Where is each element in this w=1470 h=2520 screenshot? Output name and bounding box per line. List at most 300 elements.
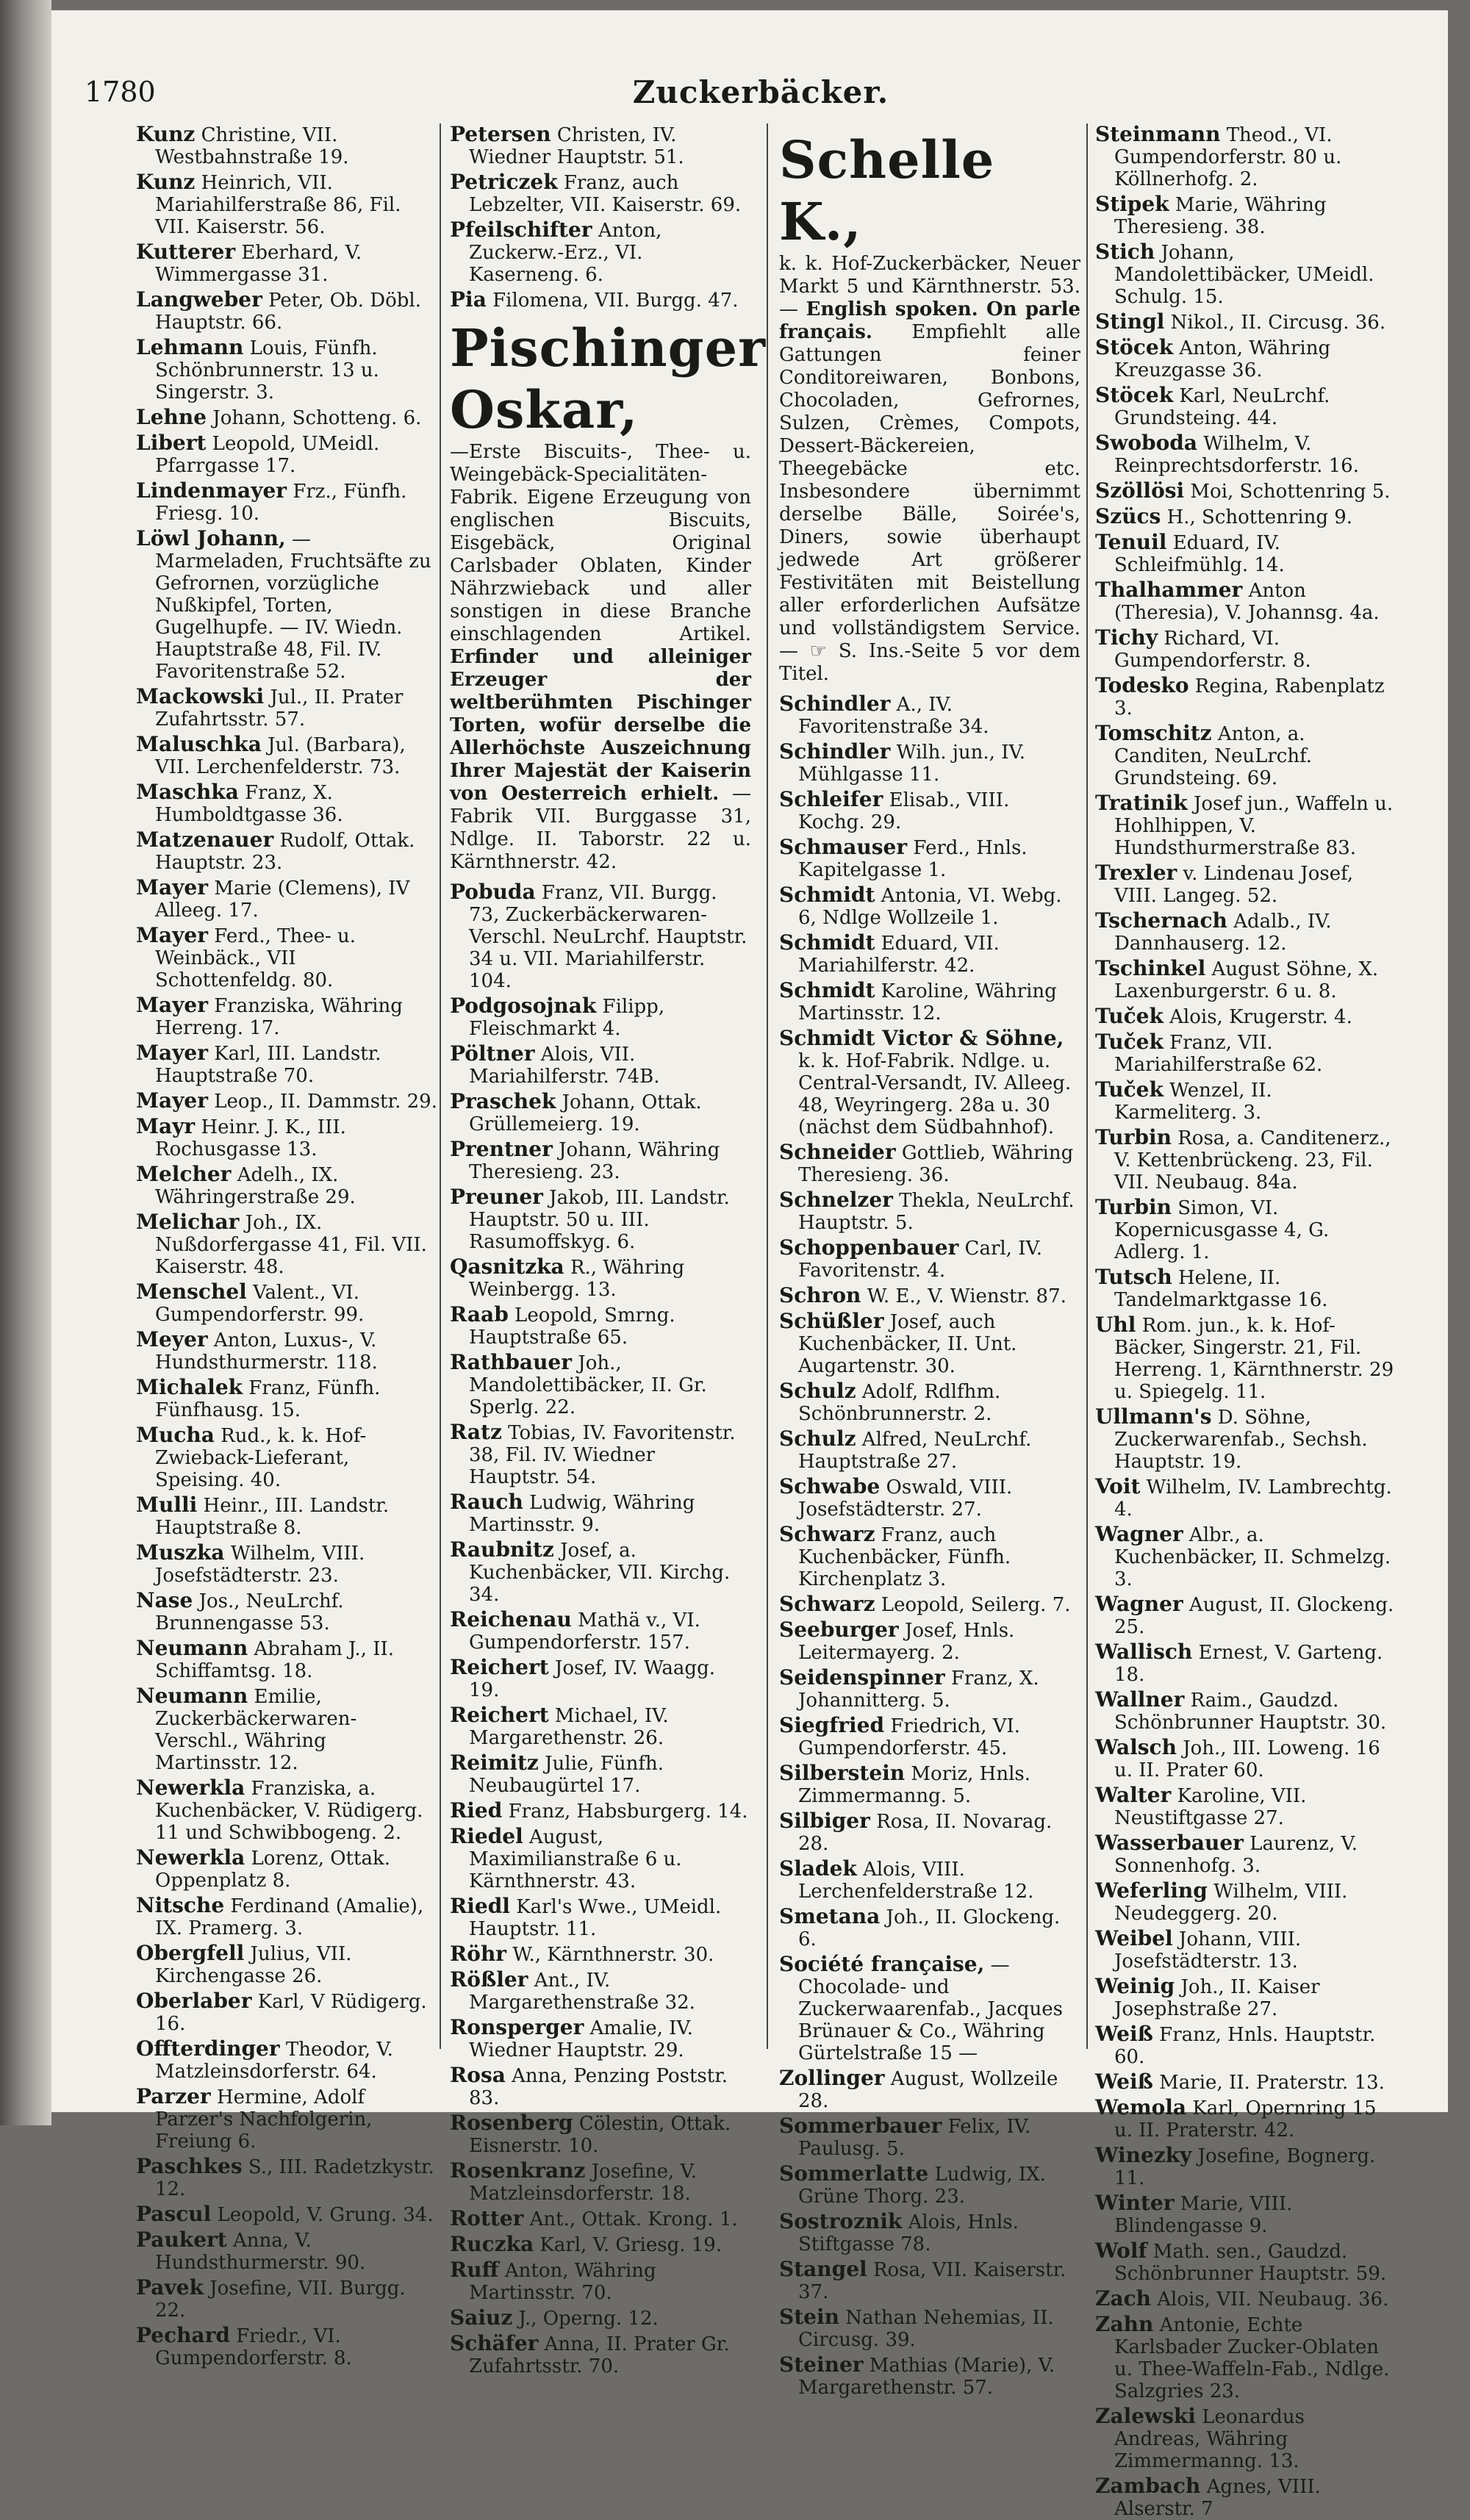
entry-details: Leopold, Seilerg. 7. — [881, 1594, 1071, 1616]
column-3 — [779, 123, 1081, 2399]
directory-entry — [450, 1704, 751, 1749]
directory-entry — [136, 2277, 437, 2322]
entry-details: Johann, Mandolettibäcker, UMeidl. Schulg. 15. — [1114, 242, 1374, 308]
directory-entry — [450, 289, 751, 312]
directory-entry — [450, 1800, 751, 1823]
entry-details: k. k. Hof-Fabrik. Ndlge. u. Central-Versandt, IV. Alleeg. 48, Weyringerg. 28a u. 30 (nächst dem Südbahnhof). — [798, 1050, 1072, 1138]
entry-name: Szöllösi — [1095, 478, 1185, 503]
entry-name: Schindler — [779, 692, 891, 716]
entry-name: Steiner — [779, 2352, 864, 2377]
directory-entry — [136, 1637, 437, 1682]
directory-entry — [779, 2163, 1080, 2208]
entry-details: Karl, V Rüdigerg. 16. — [155, 1991, 427, 2035]
entry-name: Winter — [1095, 2191, 1175, 2215]
entry-name: Newerkla — [136, 1776, 245, 1800]
directory-entry — [1095, 1196, 1396, 1263]
entry-details: Franz, VII. Mariahilferstraße 62. — [1114, 1032, 1323, 1076]
entry-details: Lorenz, Ottak. Oppenplatz 8. — [155, 1848, 390, 1892]
directory-entry — [779, 2211, 1080, 2255]
directory-entry — [450, 219, 751, 286]
featured-entry-highlight: Erfinder und alleiniger Erzeuger der weltberühmten Pischinger Torten, wofür derselbe die Allerhöchste Auszeichnung Ihrer Majestät der Kaiserin von Oesterreich erhielt. — [450, 646, 751, 805]
entry-details: Franz, Habsburgerg. 14. — [508, 1801, 748, 1823]
entry-name: Kunz — [136, 122, 196, 146]
entry-name: Neumann — [136, 1636, 248, 1660]
directory-entry — [450, 1656, 751, 1701]
entry-name: Tenuil — [1095, 530, 1167, 554]
entry-details: Albr., a. Kuchenbäcker, II. Schmelzg. 3. — [1114, 1524, 1391, 1590]
entry-name: Weiß — [1095, 2022, 1153, 2046]
directory-entry — [136, 686, 437, 730]
directory-entry — [136, 781, 437, 826]
page-header — [85, 70, 1437, 114]
directory-entry — [450, 2307, 751, 2330]
directory-entry — [1095, 579, 1396, 624]
entry-details: A., IV. Favoritenstraße 34. — [798, 694, 989, 738]
directory-entry — [450, 1421, 751, 1488]
entry-name: Voit — [1095, 1474, 1141, 1498]
entry-details: Alois, VII. Mariahilferstr. 74B. — [469, 1044, 660, 1088]
entry-details: Theod., VI. Gumpendorferstr. 80 u. Köllnerhofg. 2. — [1114, 124, 1342, 190]
entry-details: Thekla, NeuLrchf. Hauptstr. 5. — [798, 1190, 1075, 1234]
entry-name: Wasserbauer — [1095, 1831, 1244, 1855]
directory-entry — [1095, 627, 1396, 672]
entry-name: Parzer — [136, 2084, 211, 2108]
entry-details: Marie (Clemens), IV Alleeg. 17. — [155, 877, 410, 922]
entry-name: Tichy — [1095, 625, 1158, 650]
entry-details: Franz, auch Kuchenbäcker, Fünfh. Kirchenplatz 3. — [798, 1524, 1011, 1590]
directory-entry — [450, 1351, 751, 1418]
directory-entry — [779, 1237, 1080, 1282]
directory-entry — [450, 123, 751, 168]
directory-entry — [1095, 1314, 1396, 1403]
entry-name: Rauch — [450, 1490, 523, 1514]
entry-details: Wilhelm, V. Reinprechtsdorferstr. 16. — [1114, 433, 1359, 477]
entry-name: Schnelzer — [779, 1188, 893, 1212]
directory-entry — [136, 1590, 437, 1634]
directory-entry — [1095, 531, 1396, 576]
entry-name: Schüßler — [779, 1309, 884, 1333]
entry-name: Trexler — [1095, 861, 1177, 885]
entry-details: —Marmeladen, Fruchtsäfte zu Gefrornen, vorzügliche Nußkipfel, Torten, Gugelhupfe. — IV. Wiedn. Hauptstraße 48, Fil. IV. Favoritenstraße 52. — [155, 528, 431, 683]
entry-name: Kunz — [136, 170, 196, 194]
entry-details: August, II. Glockeng. 25. — [1114, 1594, 1394, 1638]
entry-name: Steinmann — [1095, 122, 1221, 146]
directory-entry — [1095, 910, 1396, 955]
entry-details: Abraham J., II. Schiffamtsg. 18. — [155, 1638, 395, 1682]
entry-details: Josef, Hnls. Leitermayerg. 2. — [798, 1620, 1015, 1664]
entry-details: J., Operng. 12. — [518, 2308, 659, 2330]
directory-entry — [136, 877, 437, 922]
entry-details: Regina, Rabenplatz 3. — [1114, 675, 1385, 719]
entry-details: Jul. (Barbara), VII. Lerchenfelderstr. 73. — [155, 734, 406, 778]
entry-name: Uhl — [1095, 1313, 1136, 1337]
entry-details: Franziska, Währing Herreng. 17. — [155, 995, 403, 1039]
entry-details: Heinr. J. K., III. Rochusgasse 13. — [155, 1116, 346, 1160]
entry-name: Schmauser — [779, 835, 908, 859]
directory-entry — [450, 2112, 751, 2157]
entry-name: Tomschitz — [1095, 721, 1212, 745]
directory-entry — [450, 1826, 751, 1892]
directory-entry — [450, 881, 751, 992]
entry-details: Moriz, Hnls. Zimmermanng. 5. — [798, 1763, 1031, 1807]
directory-entry — [136, 1090, 437, 1113]
directory-entry — [1095, 1784, 1396, 1829]
directory-entry — [1095, 1266, 1396, 1311]
featured-entry — [779, 129, 1080, 686]
directory-entry — [136, 1777, 437, 1844]
entry-details: Franz, Fünfh. Fünfhausg. 15. — [155, 1377, 381, 1421]
entry-details: Friedr., VI. Gumpendorferstr. 8. — [155, 2325, 352, 2369]
entry-name: Menschel — [136, 1279, 247, 1304]
entry-details: Julius, VII. Kirchengasse 26. — [155, 1943, 352, 1987]
entry-name: Nitsche — [136, 1893, 225, 1917]
entry-name: Tratinik — [1095, 791, 1188, 815]
entry-details: Johann, Schotteng. 6. — [212, 407, 422, 429]
directory-entry — [450, 1256, 751, 1301]
entry-name: Saiuz — [450, 2305, 513, 2330]
entry-name: Wallisch — [1095, 1640, 1193, 1664]
entry-name: Nase — [136, 1588, 193, 1612]
entry-details: Leopold, Smrng. Hauptstraße 65. — [469, 1304, 675, 1349]
entry-details: Mathias (Marie), V. Margarethenstr. 57. — [798, 2355, 1055, 2399]
directory-entry — [136, 994, 437, 1039]
entry-name: Pascul — [136, 2202, 212, 2226]
directory-entry — [779, 1810, 1080, 1855]
entry-details: Leop., II. Dammstr. 29. — [214, 1091, 437, 1113]
entry-name: Todesko — [1095, 673, 1189, 697]
entry-name: Riedel — [450, 1824, 523, 1848]
entry-details: Filipp, Fleischmarkt 4. — [469, 996, 665, 1040]
directory-entry — [450, 1091, 751, 1135]
directory-entry — [450, 2064, 751, 2109]
entry-name: Obergfell — [136, 1941, 245, 1965]
entry-details: Joh., IX. Nußdorfergasse 41, Fil. VII. Kaiserstr. 48. — [155, 1212, 427, 1278]
entry-details: Frz., Fünfh. Friesg. 10. — [155, 481, 407, 525]
entry-name: Lindenmayer — [136, 478, 287, 503]
column-1 — [136, 122, 437, 2369]
entry-name: Libert — [136, 431, 207, 455]
entry-name: Mayer — [136, 1088, 208, 1113]
entry-name: Stipek — [1095, 192, 1169, 216]
directory-entry — [136, 171, 437, 238]
entry-name: Siegfried — [779, 1713, 885, 1737]
directory-entry — [779, 1619, 1080, 1664]
entry-name: Preuner — [450, 1185, 543, 1209]
directory-entry — [450, 2233, 751, 2256]
entry-name: Raubnitz — [450, 1537, 554, 1562]
entry-details: Mathä v., VI. Gumpendorferstr. 157. — [469, 1609, 700, 1654]
entry-name: Ronsperger — [450, 2015, 584, 2039]
directory-entry — [1095, 1523, 1396, 1590]
entry-details: Franz, Hnls. Hauptstr. 60. — [1114, 2024, 1376, 2068]
featured-entry-highlight: English spoken. On parle français. — [779, 298, 1081, 343]
directory-entry — [779, 932, 1080, 977]
directory-entry — [136, 1211, 437, 1278]
entry-name: Zambach — [1095, 2474, 1201, 2498]
entry-name: Silberstein — [779, 1761, 906, 1785]
directory-entry — [1095, 958, 1396, 1002]
entry-details: Julie, Fünfh. Neubaugürtel 17. — [469, 1753, 664, 1797]
entry-name: Röhr — [450, 1942, 507, 1966]
directory-entry — [1095, 2288, 1396, 2311]
entry-name: Schwarz — [779, 1522, 875, 1546]
featured-entry-name: Schelle K., — [779, 129, 995, 252]
directory-entry — [1095, 1737, 1396, 1781]
directory-entry — [1095, 1975, 1396, 2020]
directory-entry — [136, 1542, 437, 1587]
entry-name: Schwarz — [779, 1592, 875, 1616]
directory-entry — [1095, 337, 1396, 381]
directory-entry — [1095, 722, 1396, 789]
entry-details: Ludwig, IX. Grüne Thorg. 23. — [798, 2164, 1046, 2208]
entry-details: Ernest, V. Garteng. 18. — [1114, 1642, 1383, 1686]
entry-name: Turbin — [1095, 1125, 1172, 1149]
entry-details: Agnes, VIII. Alserstr. 7 — [1114, 2476, 1321, 2520]
entry-name: Tuček — [1095, 1004, 1164, 1028]
entry-name: Maluschka — [136, 732, 262, 756]
entry-name: Schoppenbauer — [779, 1235, 959, 1260]
entry-details: Wenzel, II. Karmeliterg. 3. — [1114, 1080, 1272, 1124]
entry-name: Pöltner — [450, 1041, 535, 1066]
entry-details: Josefine, V. Matzleinsdorferstr. 18. — [469, 2161, 698, 2205]
entry-name: Stingl — [1095, 309, 1165, 334]
entry-name: Walsch — [1095, 1735, 1177, 1759]
entry-details: Karl, NeuLrchf. Grundsteing. 44. — [1114, 385, 1330, 429]
directory-entry — [136, 1329, 437, 1374]
directory-entry — [779, 1428, 1080, 1473]
entry-details: Peter, Ob. Döbl. Hauptstr. 66. — [155, 290, 421, 334]
entry-details: Leonardus Andreas, Währing Zimmermanng. 13. — [1114, 2406, 1305, 2472]
entry-details: Christine, VII. Westbahnstraße 19. — [155, 124, 349, 168]
entry-name: Meyer — [136, 1327, 208, 1351]
directory-entry — [779, 980, 1080, 1024]
entry-details: Friedrich, VI. Gumpendorferstr. 45. — [798, 1715, 1021, 1759]
entry-name: Zalewski — [1095, 2404, 1196, 2428]
entry-details: Simon, VI. Kopernicusgasse 4, G. Adlerg. 1. — [1114, 1197, 1330, 1263]
entry-name: Melichar — [136, 1210, 240, 1234]
entry-name: Szücs — [1095, 504, 1161, 528]
entry-details: Eberhard, V. Wimmergasse 31. — [155, 242, 362, 286]
entry-details: Adalb., IV. Dannhauserg. 12. — [1114, 911, 1332, 955]
entry-details: Hermine, Adolf Parzer's Nachfolgerin, Freiung 6. — [155, 2086, 373, 2153]
entry-name: Oberlaber — [136, 1989, 252, 2013]
entry-details: Heinrich, VII. Mariahilferstraße 86, Fil. VII. Kaiserstr. 56. — [155, 172, 401, 238]
entry-details: Karl, Opernring 15 u. II. Praterstr. 42. — [1114, 2097, 1377, 2142]
entry-name: Sostroznik — [779, 2209, 903, 2233]
entry-details: Joh., II. Glockeng. 6. — [798, 1906, 1061, 1950]
featured-entry-body — [779, 253, 1080, 686]
entry-name: Zahn — [1095, 2312, 1154, 2336]
page-title: Zuckerbäcker. — [632, 74, 889, 110]
directory-entry — [779, 1858, 1080, 1903]
featured-entry-tail: — Fabrik VII. Burggasse 31, Ndlge. II. Taborstr. 22 u. Kärnthnerstr. 42. — [450, 783, 752, 873]
entry-details: Wilh. jun., IV. Mühlgasse 11. — [798, 742, 1025, 786]
entry-details: Nathan Nehemias, II. Circusg. 39. — [798, 2307, 1054, 2351]
directory-entry — [450, 2017, 751, 2061]
entry-name: Schmidt Victor & Söhne, — [779, 1026, 1064, 1050]
entry-details: Johann, Währing Theresieng. 23. — [469, 1139, 720, 1183]
directory-entry — [136, 1494, 437, 1539]
entry-name: Sommerlatte — [779, 2161, 929, 2186]
entry-name: Tschinkel — [1095, 956, 1206, 980]
entry-details: Anton, Währing Martinsstr. 70. — [469, 2260, 656, 2304]
entry-details: Richard, VI. Gumpendorferstr. 8. — [1114, 628, 1311, 672]
column-divider — [440, 123, 441, 2049]
entry-details: Alois, Krugerstr. 4. — [1169, 1006, 1352, 1028]
entry-name: Langweber — [136, 287, 262, 312]
entry-name: Mucha — [136, 1423, 215, 1447]
directory-entry — [136, 2155, 437, 2200]
directory-entry — [1095, 311, 1396, 334]
entry-name: Pechard — [136, 2323, 230, 2347]
entry-name: Tuček — [1095, 1077, 1164, 1102]
directory-entry — [1095, 241, 1396, 308]
entry-details: Anna, V. Hundsthurmerstr. 90. — [155, 2230, 366, 2274]
entry-name: Pia — [450, 287, 487, 312]
entry-name: Kutterer — [136, 240, 236, 264]
directory-entry — [450, 1304, 751, 1349]
entry-details: Anna, Penzing Poststr. 83. — [469, 2065, 728, 2109]
entry-details: Antonie, Echte Karlsbader Zucker-Oblaten u. Thee-Waffeln-Fab., Ndlge. Salzgries 23. — [1114, 2314, 1390, 2402]
directory-entry — [1095, 1005, 1396, 1028]
directory-entry — [1095, 862, 1396, 907]
entry-name: Stich — [1095, 240, 1155, 264]
directory-entry — [1095, 1880, 1396, 1925]
entry-details: —Chocolade- und Zuckerwaarenfab., Jacques Brünauer & Co., Währing Gürtelstraße 15 — — [798, 1954, 1063, 2064]
entry-details: Marie, II. Praterstr. 13. — [1159, 2072, 1385, 2094]
entry-name: Sladek — [779, 1856, 857, 1881]
entry-details: Ferdinand (Amalie), IX. Pramerg. 3. — [155, 1895, 424, 1939]
entry-name: Schmidt — [779, 978, 875, 1002]
entry-name: Mackowski — [136, 684, 265, 708]
entry-details: Joh., III. Loweng. 16 u. II. Prater 60. — [1114, 1737, 1380, 1781]
entry-details: Wilhelm, VIII. Neudeggerg. 20. — [1114, 1881, 1348, 1925]
entry-name: Zach — [1095, 2286, 1151, 2311]
directory-entry — [1095, 2475, 1396, 2520]
entry-name: Swoboda — [1095, 431, 1197, 455]
entry-name: Paukert — [136, 2228, 227, 2252]
directory-entry — [450, 1895, 751, 1940]
directory-entry — [136, 406, 437, 429]
entry-details: Marie, Währing Theresieng. 38. — [1114, 194, 1327, 238]
directory-entry — [450, 1752, 751, 1797]
featured-entry-text: k. k. Hof-Zuckerbäcker, Neuer Markt 5 und Kärnthnerstr. 53. — — [779, 253, 1080, 320]
directory-entry — [450, 1186, 751, 1253]
entry-name: Weinig — [1095, 1974, 1175, 1998]
entry-details: Anna, II. Prater Gr. Zufahrtsstr. 70. — [469, 2333, 730, 2377]
entry-name: Ullmann's — [1095, 1404, 1212, 1429]
directory-entry — [779, 836, 1080, 881]
entry-name: Schäfer — [450, 2331, 539, 2355]
directory-entry — [450, 1609, 751, 1654]
entry-details: Karoline, Währing Martinsstr. 12. — [798, 980, 1057, 1024]
entry-details: Nikol., II. Circusg. 36. — [1170, 312, 1386, 334]
directory-entry — [136, 1281, 437, 1326]
directory-entry — [779, 693, 1080, 738]
entry-name: Schneider — [779, 1140, 896, 1164]
directory-entry — [136, 2229, 437, 2274]
entry-details: D. Söhne, Zuckerwarenfab., Sechsh. Hauptstr. 19. — [1114, 1407, 1368, 1473]
entry-name: Praschek — [450, 1089, 556, 1113]
entry-name: Löwl Johann, — [136, 526, 286, 550]
entry-name: Wolf — [1095, 2239, 1147, 2263]
entry-details: Wilhelm, VIII. Josefstädterstr. 23. — [155, 1543, 365, 1587]
entry-name: Petriczek — [450, 170, 558, 194]
entry-details: August, Wollzeile 28. — [798, 2068, 1058, 2112]
entry-details: Eduard, IV. Schleifmühlg. 14. — [1114, 532, 1285, 576]
entry-details: Karl, III. Landstr. Hauptstraße 70. — [155, 1043, 381, 1087]
directory-entry — [136, 1685, 437, 1774]
directory-entry — [779, 884, 1080, 929]
entry-details: Emilie, Zuckerbäckerwaren-Verschl., Währing Martinsstr. 12. — [155, 1686, 357, 1774]
book-binding — [0, 0, 51, 2125]
entry-details: Math. sen., Gaudzd. Schönbrunner Hauptstr. 59. — [1114, 2241, 1387, 2285]
directory-entry — [450, 1539, 751, 1606]
directory-entry — [1095, 1406, 1396, 1473]
entry-details: Josef, auch Kuchenbäcker, II. Unt. Augartenstr. 30. — [798, 1311, 1017, 1377]
directory-entry — [1095, 2023, 1396, 2068]
entry-details: Anton, Zuckerw.-Erz., VI. Kaserneng. 6. — [469, 220, 662, 286]
entry-name: Stöcek — [1095, 335, 1174, 359]
entry-details: Alois, Hnls. Stiftgasse 78. — [798, 2211, 1019, 2255]
directory-entry — [136, 829, 437, 874]
entry-name: Raab — [450, 1302, 509, 1327]
entry-name: Maschka — [136, 780, 239, 804]
directory-entry — [136, 480, 437, 525]
entry-name: Reimitz — [450, 1751, 539, 1775]
entry-name: Stöcek — [1095, 383, 1174, 407]
entry-details: Theodor, V. Matzleinsdorferstr. 64. — [155, 2039, 393, 2083]
entry-details: Anton, a. Canditen, NeuLrchf. Grundsteing. 69. — [1114, 723, 1313, 789]
directory-entry — [136, 733, 437, 778]
featured-entry — [450, 317, 766, 874]
entry-name: Lehne — [136, 405, 207, 429]
directory-entry — [779, 2354, 1080, 2399]
entry-name: Pfeilschifter — [450, 218, 592, 242]
entry-details: Joh., Mandolettibäcker, II. Gr. Sperlg. 22. — [469, 1352, 707, 1418]
directory-entry — [1095, 1832, 1396, 1877]
entry-name: Seeburger — [779, 1618, 899, 1642]
entry-details: Karl, V. Griesg. 19. — [539, 2234, 723, 2256]
directory-entry — [1095, 1031, 1396, 1076]
entry-name: Rathbauer — [450, 1350, 572, 1374]
entry-details: Felix, IV. Paulusg. 5. — [798, 2116, 1031, 2160]
entry-name: Qasnitzka — [450, 1254, 564, 1279]
directory-entry — [450, 2160, 751, 2205]
directory-entry — [1095, 2192, 1396, 2237]
entry-name: Neumann — [136, 1684, 248, 1708]
entry-name: Stein — [779, 2305, 839, 2329]
entry-name: Offterdinger — [136, 2036, 280, 2061]
entry-name: Wallner — [1095, 1687, 1185, 1712]
directory-entry — [779, 1189, 1080, 1234]
entry-name: Mayer — [136, 1041, 208, 1065]
entry-name: Turbin — [1095, 1195, 1172, 1219]
directory-entry — [779, 789, 1080, 833]
entry-name: Société française, — [779, 1952, 985, 1976]
directory-entry — [779, 2258, 1080, 2303]
directory-entry — [136, 925, 437, 991]
entry-name: Schulz — [779, 1426, 856, 1451]
entry-name: Silbiger — [779, 1809, 870, 1833]
entry-details: Valent., VI. Gumpendorferstr. 99. — [155, 1282, 365, 1326]
entry-details: Josef, a. Kuchenbäcker, VII. Kirchg. 34. — [469, 1540, 731, 1606]
directory-entry — [1095, 480, 1396, 503]
directory-entry — [1095, 792, 1396, 859]
directory-entry — [779, 1380, 1080, 1425]
entry-details: Ant., Ottak. Krong. 1. — [529, 2208, 738, 2230]
entry-name: Weiß — [1095, 2070, 1153, 2094]
